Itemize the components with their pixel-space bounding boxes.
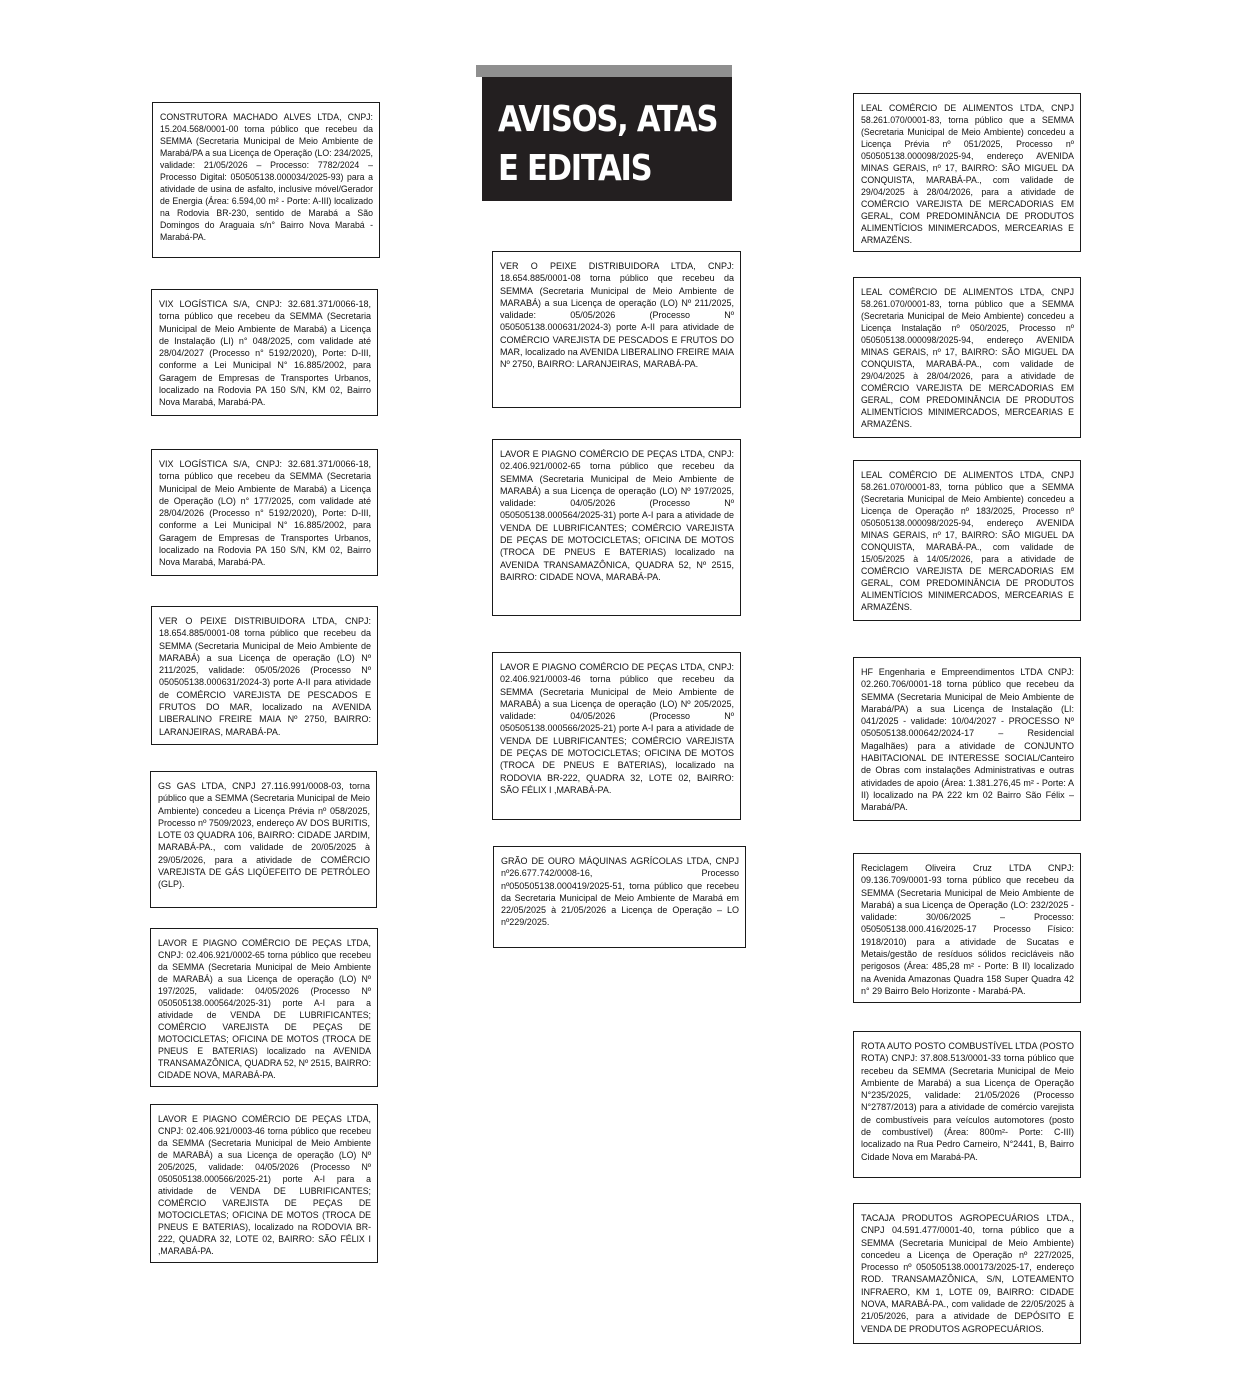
notice-text: LAVOR E PIAGNO COMÉRCIO DE PEÇAS LTDA, CNPJ: 02.406.921/0002-65 torna público que recebeu da SEMMA (Secretaria Municipal de Meio Ambiente de MARABÁ) a sua Licença de operação (LO) Nº 197/2025, validade: 04/05/2026 (Processo Nº 050505138.000564/2025-31) porte A-I para a atividade de VENDA DE LUBRIFICANTES; COMÉRCIO VAREJISTA DE PEÇAS DE MOTOCICLETAS; OFICINA DE MOTOS (TROCA DE PNEUS E BATERIAS) localizado na AVENIDA TRANSAMAZÔNICA, QUADRA 52, Nº 2515, BAIRRO: CIDADE NOVA, MARABÁ-PA. <box>158 938 371 1080</box>
section-title-line-1: AVISOS, ATAS <box>498 99 718 140</box>
notice-box <box>853 657 1081 821</box>
section-title-line-2: E EDITAIS <box>498 148 652 189</box>
notice-box <box>493 846 746 948</box>
notice-box <box>150 928 378 1087</box>
notice-text: VER O PEIXE DISTRIBUIDORA LTDA, CNPJ: 18.654.885/0001-08 torna público que recebeu da SEMMA (Secretaria Municipal de Meio Ambiente de MARABÁ) a sua Licença de operação (LO) Nº 211/2025, validade: 05/05/2026 (Processo Nº 050505138.000631/2024-3) porte A-II para atividade de COMÉRCIO VAREJISTA DE PESCADOS E FRUTOS DO MAR, localizado na AVENIDA LIBERALINO FREIRE MAIA Nº 2750, BAIRRO: LARANJEIRAS, MARABÁ-PA. <box>159 616 371 737</box>
notice-box <box>853 460 1081 621</box>
notice-text: VIX LOGÍSTICA S/A, CNPJ: 32.681.371/0066-18, torna público que recebeu da SEMMA (Secretaria Municipal de Meio Ambiente de Marabá) a Licença de Instalação (LI) n° 048/2025, com validade até 28/04/2027 (Processo n° 5192/2020), Porte: D-III, conforme a Lei Municipal N° 16.885/2002, para Garagem de Empresas de Transportes Urbanos, localizado na Rodovia PA 150 S/N, KM 02, Bairro Nova Marabá, Marabá-PA. <box>159 299 371 408</box>
notice-text: ROTA AUTO POSTO COMBUSTÍVEL LTDA (POSTO ROTA) CNPJ: 37.808.513/0001-33 torna público que recebeu da SEMMA (Secretaria Municipal de Meio Ambiente de Marabá) a sua Licença de Operação N°235/2025, validade: 21/05/2026 (Processo N°2787/2013) para a atividade de comércio varejista de combustíveis para veículos automotores (posto de combustível) (Área: 800m²- Porte: C-III) localizado na Rua Pedro Carneiro, N°2441, B, Bairro Cidade Nova em Marabá-PA. <box>861 1041 1074 1162</box>
notice-box <box>150 1104 378 1263</box>
notice-box <box>151 289 378 416</box>
notice-text: Reciclagem Oliveira Cruz LTDA CNPJ: 09.136.709/0001-93 torna público que recebeu da SEMMA (Secretaria Municipal de Meio Ambiente de Marabá) a sua Licença de Operação (LO: 232/2025 - validade: 30/06/2025 – Processo: 050505138.000.416/2025-17 Processo Físico: 1918/2010) para a atividade de Sucatas e Metais/gestão de resíduos sólidos recicláveis não perigosos (Área: 485,28 m² - Porte: B II) localizado na Avenida Amazonas Quadra 158 Super Quadra 42 n° 29 Bairro Belo Horizonte - Marabá-PA. <box>861 863 1074 996</box>
notice-box <box>151 449 378 576</box>
notice-text: GRÃO DE OURO MÁQUINAS AGRÍCOLAS LTDA, CNPJ nº26.677.742/0008-16, Processo nº050505138.000419/2025-51, torna público que recebeu da Secretaria Municipal de Meio Ambiente de Marabá em 22/05/2025 à 21/05/2026 a Licença de Operação – LO nº229/2025. <box>501 856 739 928</box>
notice-text: VIX LOGÍSTICA S/A, CNPJ: 32.681.371/0066-18, torna público que recebeu da SEMMA (Secretaria Municipal de Meio Ambiente de Marabá) a Licença de Operação (LO) n° 177/2025, com validade até 28/04/2026 (Processo n° 5192/2020), Porte: D-III, conforme a Lei Municipal N° 16.885/2002, para Garagem de Empresas de Transportes Urbanos, localizado na Rodovia PA 150 S/N, KM 02, Bairro Nova Marabá, Marabá-PA. <box>159 459 371 568</box>
notice-box <box>150 771 377 908</box>
notice-box <box>853 1031 1081 1178</box>
notice-text: LAVOR E PIAGNO COMÉRCIO DE PEÇAS LTDA, CNPJ: 02.406.921/0002-65 torna público que recebeu da SEMMA (Secretaria Municipal de Meio Ambiente de MARABÁ) a sua Licença de operação (LO) Nº 197/2025, validade: 04/05/2026 (Processo Nº 050505138.000564/2025-31) porte A-I para a atividade de VENDA DE LUBRIFICANTES; COMÉRCIO VAREJISTA DE PEÇAS DE MOTOCICLETAS; OFICINA DE MOTOS (TROCA DE PNEUS E BATERIAS) localizado na AVENIDA TRANSAMAZÔNICA, QUADRA 52, Nº 2515, BAIRRO: CIDADE NOVA, MARABÁ-PA. <box>500 449 734 582</box>
notice-box <box>853 853 1081 1003</box>
header-strip <box>476 65 732 77</box>
notice-text: LEAL COMÉRCIO DE ALIMENTOS LTDA, CNPJ 58.261.070/0001-83, torna público que a SEMMA (Secretaria Municipal de Meio Ambiente) concedeu a Licença Instalação nº 050/2025, Processo nº 050505138.000098/2025-94, endereço AVENIDA MINAS GERAIS, nº 17, BAIRRO: SÃO MIGUEL DA CONQUISTA, MARABÁ-PA., com validade de 29/04/2025 à 28/04/2026, para a atividade de COMÉRCIO VAREJISTA DE MERCADORIAS EM GERAL, COM PREDOMINÂNCIA DE PRODUTOS ALIMENTÍCIOS MINIMERCADOS, MERCEARIAS E ARMAZÉNS. <box>861 287 1074 429</box>
notice-text: GS GAS LTDA, CNPJ 27.116.991/0008-03, torna público que a SEMMA (Secretaria Municipal de Meio Ambiente) concedeu a Licença Prévia nº 058/2025, Processo nº 7509/2023, endereço AV DOS BURITIS, LOTE 03 QUADRA 106, BAIRRO: CIDADE JARDIM, MARABÁ-PA., com validade de 20/05/2025 à 29/05/2026, para a atividade de COMÉRCIO VAREJISTA DE GÁS LIQÜEFEITO DE PETRÓLEO (GLP). <box>158 781 370 890</box>
section-title <box>498 95 745 193</box>
notice-box <box>492 652 741 820</box>
notice-text: LAVOR E PIAGNO COMÉRCIO DE PEÇAS LTDA, CNPJ: 02.406.921/0003-46 torna público que recebeu da SEMMA (Secretaria Municipal de Meio Ambiente de MARABÁ) a sua Licença de operação (LO) Nº 205/2025, validade: 04/05/2026 (Processo Nº 050505138.000566/2025-21) porte A-I para a atividade de VENDA DE LUBRIFICANTES; COMÉRCIO VAREJISTA DE PEÇAS DE MOTOCICLETAS; OFICINA DE MOTOS (TROCA DE PNEUS E BATERIAS), localizado na RODOVIA BR-222, QUADRA 32, LOTE 02, BAIRRO: SÃO FÉLIX I ,MARABÁ-PA. <box>158 1114 371 1256</box>
notice-box <box>492 251 741 408</box>
notice-text: TACAJA PRODUTOS AGROPECUÁRIOS LTDA., CNPJ 04.591.477/0001-40, torna público que a SEMMA (Secretaria Municipal de Meio Ambiente) concedeu a Licença de Operação nº 227/2025, Processo nº 050505138.000173/2025-17, endereço ROD. TRANSAMAZÔNICA, S/N, LOTEAMENTO INFRAERO, KM 1, LOTE 09, BAIRRO: CIDADE NOVA, MARABÁ-PA., com validade de 22/05/2025 à 21/05/2026, para a atividade de DEPÓSITO E VENDA DE PRODUTOS AGROPECUÁRIOS. <box>861 1213 1074 1334</box>
notice-box <box>853 93 1081 252</box>
notice-text: LEAL COMÉRCIO DE ALIMENTOS LTDA, CNPJ 58.261.070/0001-83, torna público que a SEMMA (Secretaria Municipal de Meio Ambiente) concedeu a Licença Prévia nº 051/2025, Processo nº 050505138.000098/2025-94, endereço AVENIDA MINAS GERAIS, nº 17, BAIRRO: SÃO MIGUEL DA CONQUISTA, MARABÁ-PA., com validade de 29/04/2025 à 28/04/2026, para a atividade de COMÉRCIO VAREJISTA DE MERCADORIAS EM GERAL, COM PREDOMINÂNCIA DE PRODUTOS ALIMENTÍCIOS MINIMERCADOS, MERCEARIAS E ARMAZÉNS. <box>861 103 1074 245</box>
notice-box <box>492 439 741 616</box>
notice-text: LEAL COMÉRCIO DE ALIMENTOS LTDA, CNPJ 58.261.070/0001-83, torna público que a SEMMA (Secretaria Municipal de Meio Ambiente) concedeu a Licença de Operação nº 183/2025, Processo nº 050505138.000098/2025-94, endereço AVENIDA MINAS GERAIS, nº 17, BAIRRO: SÃO MIGUEL DA CONQUISTA, MARABÁ-PA., com validade de 15/05/2025 à 14/05/2026, para a atividade de COMÉRCIO VAREJISTA DE MERCADORIAS EM GERAL, COM PREDOMINÂNCIA DE PRODUTOS ALIMENTÍCIOS MINIMERCADOS, MERCEARIAS E ARMAZÉNS. <box>861 470 1074 612</box>
notice-text: HF Engenharia e Empreendimentos LTDA CNPJ: 02.260.706/0001-18 torna público que recebeu da SEMMA (Secretaria Municipal de Meio Ambiente de Marabá/PA) a sua Licença de Instalação (LI: 041/2025 - validade: 10/04/2027 - PROCESSO Nº 050505138.000642/2024-17 – Residencial Magalhães) para a atividade de CONJUNTO HABITACIONAL DE INTERESSE SOCIAL/Canteiro de Obras com instalações Administrativas e outras atividades de apoio (Área: 1.381.276,45 m² - Porte: A II) localizado na PA 222 km 02 Bairro São Félix – Marabá/PA. <box>861 667 1074 813</box>
section-header <box>482 77 732 201</box>
notice-text: CONSTRUTORA MACHADO ALVES LTDA, CNPJ: 15.204.568/0001-00 torna público que recebeu da SEMMA (Secretaria Municipal de Meio Ambiente de Marabá/PA a sua Licença de Operação (LO: 234/2025, validade: 21/05/2026 – Processo: 7782/2024 – Processo Digital: 050505138.000034/2025-93) para a atividade de usina de asfalto, inclusive móvel/Gerador de Energia (Área: 6.594,00 m² - Porte: A-III) localizado na Rodovia BR-230, sentido de Marabá a São Domingos do Araguaia s/n° Bairro Nova Marabá - Marabá-PA. <box>160 112 373 242</box>
notice-box <box>853 277 1081 438</box>
notice-box <box>853 1203 1081 1344</box>
notice-text: VER O PEIXE DISTRIBUIDORA LTDA, CNPJ: 18.654.885/0001-08 torna público que recebeu da SEMMA (Secretaria Municipal de Meio Ambiente de MARABÁ) a sua Licença de operação (LO) Nº 211/2025, validade: 05/05/2026 (Processo Nº 050505138.000631/2024-3) porte A-II para atividade de COMÉRCIO VAREJISTA DE PESCADOS E FRUTOS DO MAR, localizado na AVENIDA LIBERALINO FREIRE MAIA Nº 2750, BAIRRO: LARANJEIRAS, MARABÁ-PA. <box>500 261 734 370</box>
notice-box <box>152 102 380 258</box>
notice-box <box>151 606 378 745</box>
notice-text: LAVOR E PIAGNO COMÉRCIO DE PEÇAS LTDA, CNPJ: 02.406.921/0003-46 torna público que recebeu da SEMMA (Secretaria Municipal de Meio Ambiente de MARABÁ) a sua Licença de operação (LO) Nº 205/2025, validade: 04/05/2026 (Processo Nº 050505138.000566/2025-21) porte A-I para a atividade de VENDA DE LUBRIFICANTES; COMÉRCIO VAREJISTA DE PEÇAS DE MOTOCICLETAS; OFICINA DE MOTOS (TROCA DE PNEUS E BATERIAS), localizado na RODOVIA BR-222, QUADRA 32, LOTE 02, BAIRRO: SÃO FÉLIX I ,MARABÁ-PA. <box>500 662 734 795</box>
